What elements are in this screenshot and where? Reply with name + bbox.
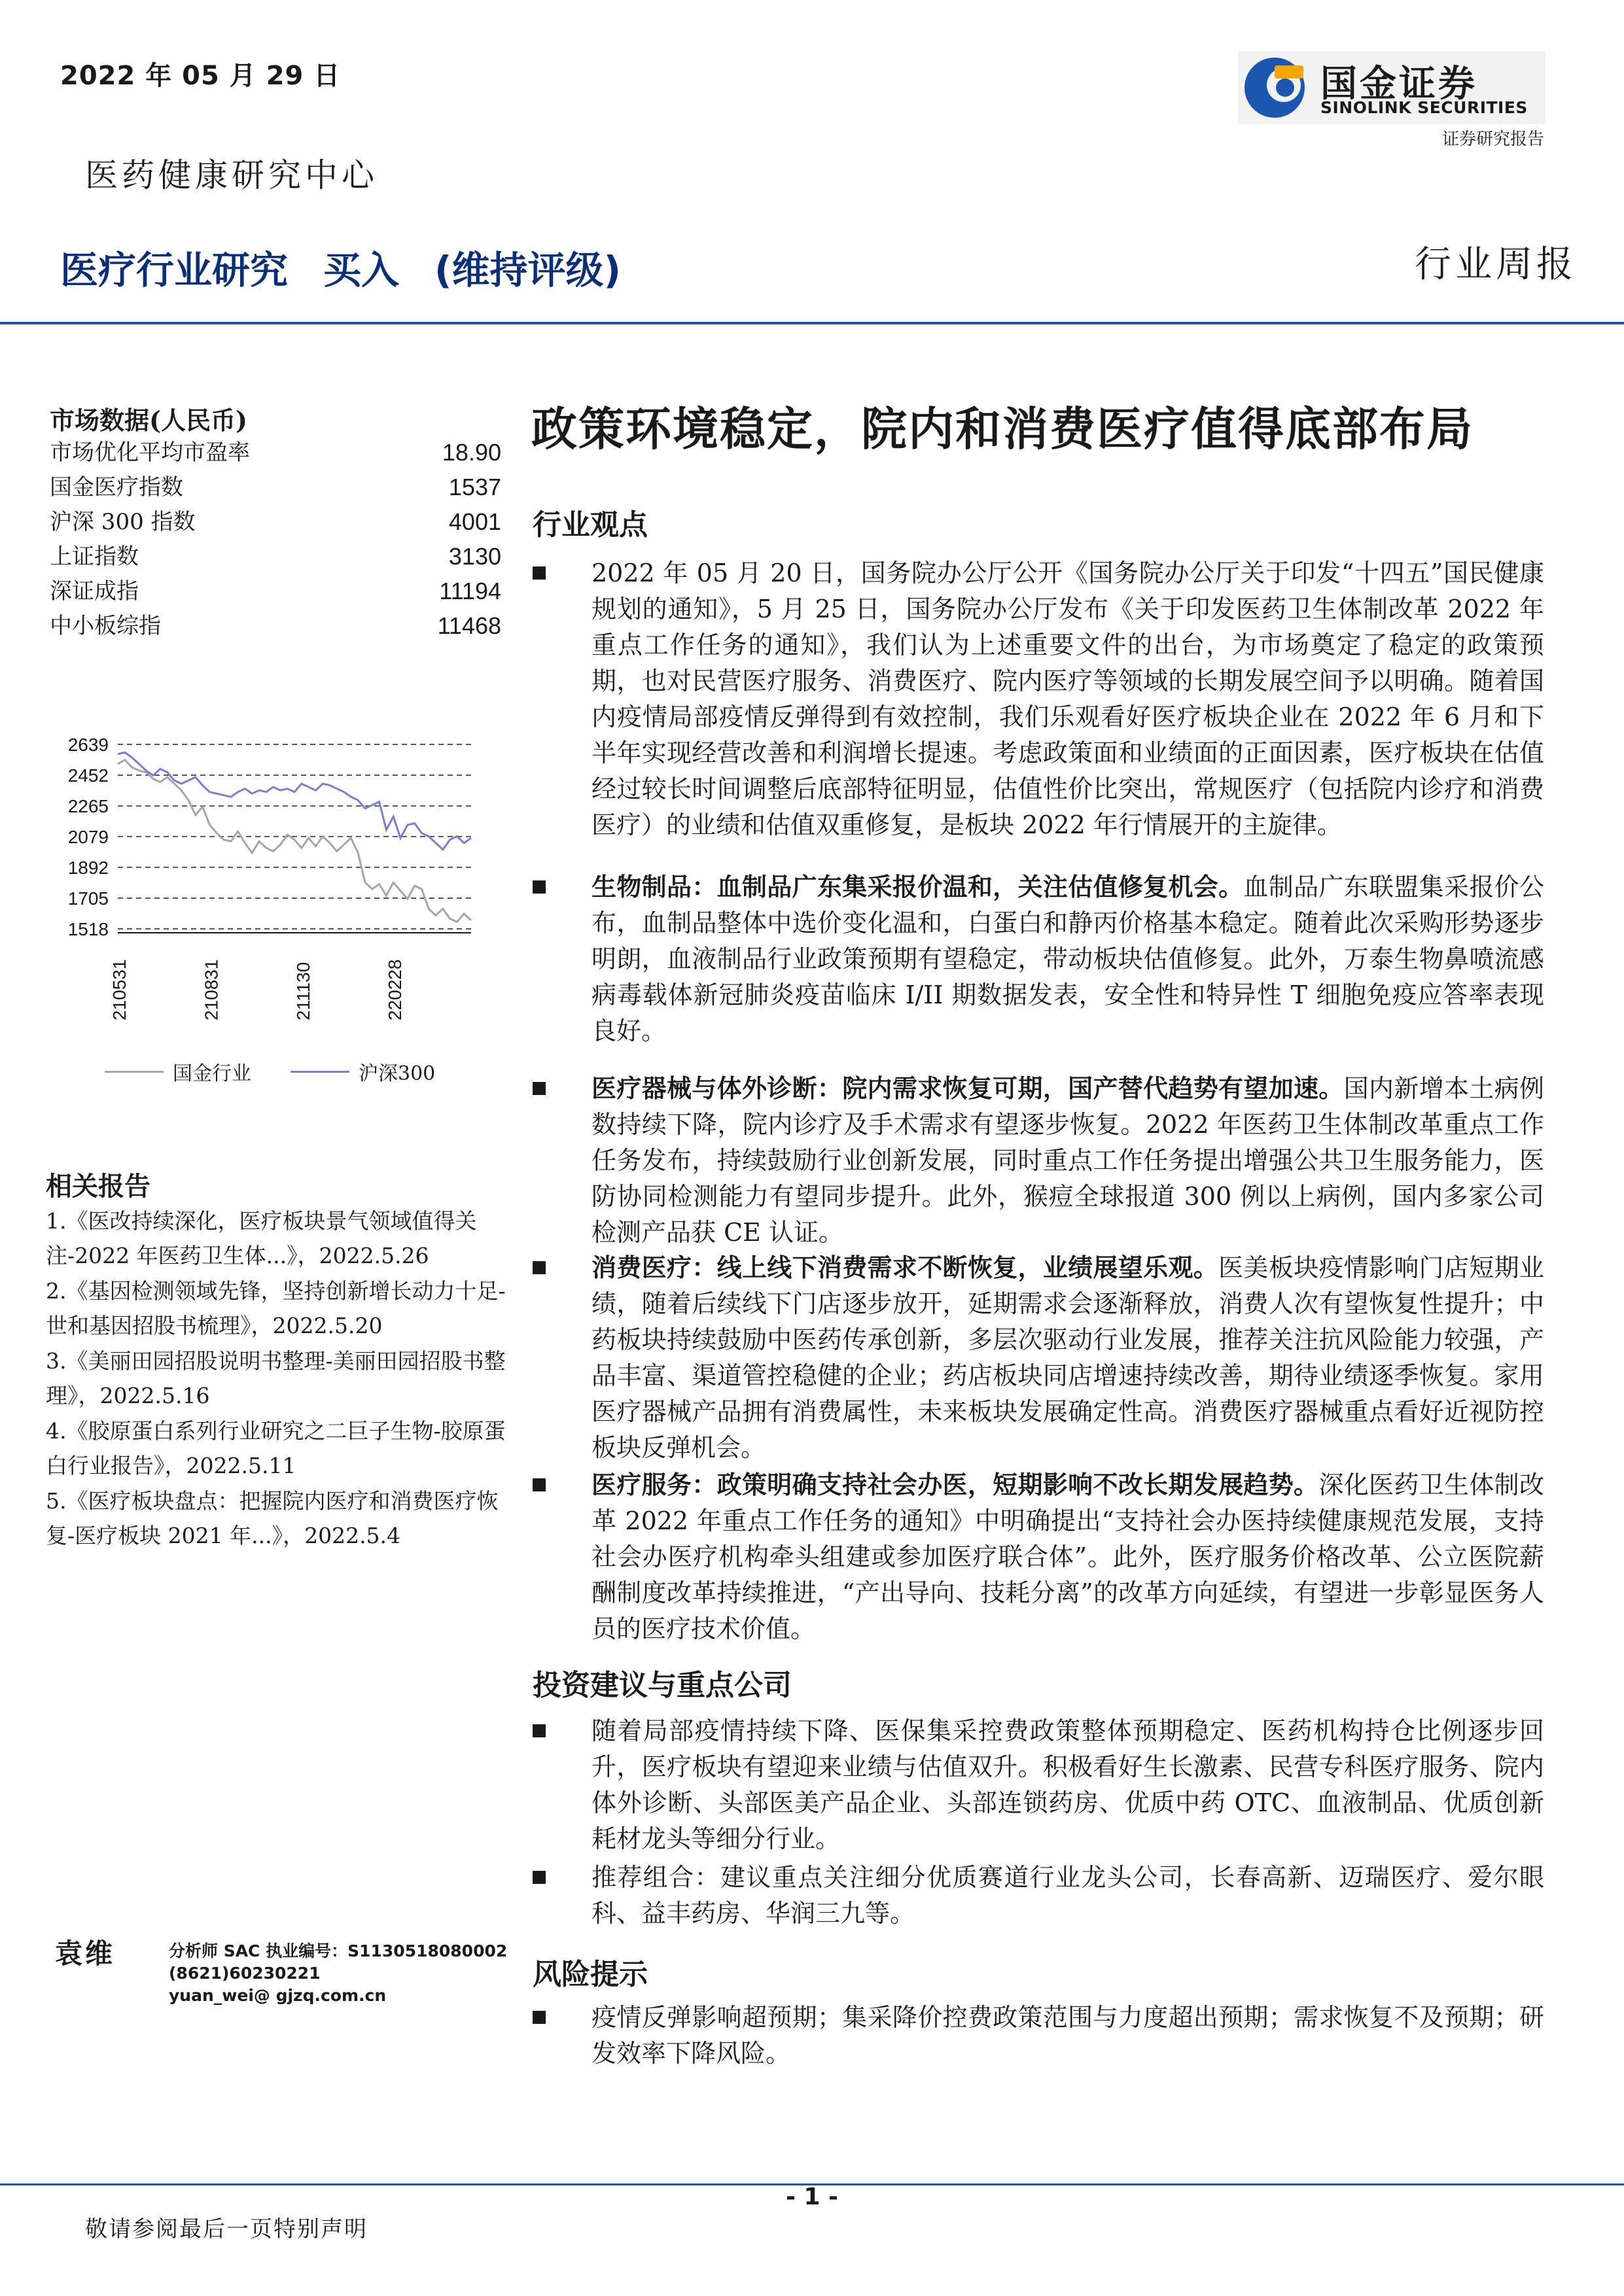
x-tick-label: 220228 [385, 959, 406, 1020]
bullet-heading: 消费医疗：线上线下消费需求不断恢复，业绩展望乐观。 [591, 1253, 1219, 1282]
market-data-table [50, 437, 501, 645]
analyst-info [169, 1940, 507, 2007]
market-row-label: 国金医疗指数 [50, 474, 183, 500]
bullet-square-icon [533, 1082, 546, 1095]
x-tick-label: 211130 [292, 962, 313, 1020]
market-row [50, 576, 501, 610]
bullet-square-icon [533, 566, 546, 580]
bullet-body: 2022 年 05 月 20 日，国务院办公厅公开《国务院办公厅关于印发“十四五”国民健康规划的通知》，5 月 25 日，国务院办公厅发布《关于印发医药卫生体制改革 2022 年重点工作任务的通知》，我们认为上述重要文件的出台，为市场奠定了稳定的政策预期，也对民营医疗服务、消费医疗、院内医疗等领域的长期发展空间予以明确。随着国内疫情局部疫情反弹得到有效控制，我们乐观看好医疗板块企业在 2022 年 6 月和下半年实现经营改善和利润增长提速。考虑政策面和业绩面的正面因素，医疗板块在估值经过较长时间调整后底部特征明显，估值性价比突出，常规医疗（包括院内诊疗和消费医疗）的业绩和估值双重修复，是板块 2022 年行情展开的主旋律。 [591, 559, 1544, 839]
market-row [50, 541, 501, 576]
market-row-label: 沪深 300 指数 [50, 509, 196, 535]
page-number: - 1 - [786, 2183, 838, 2210]
x-tick-label: 210831 [201, 959, 222, 1020]
bullet-item [533, 555, 1544, 843]
related-report-item[interactable]: 3.《美丽田园招股说明书整理-美丽田园招股书整理》，2022.5.16 [46, 1348, 506, 1408]
bullet-item [533, 1467, 1544, 1647]
related-reports-list [46, 1204, 517, 1554]
y-tick-label: 1518 [67, 919, 109, 939]
bullet-body: 血制品广东联盟集采报价公布，血制品整体中选价变化温和，白蛋白和静丙价格基本稳定。随着此次采购形势逐步明朗，血液制品行业政策预期有望稳定，带动板块估值修复。此外，万泰生物鼻喷流感病毒载体新冠肺炎疫苗临床 I/II 期数据发表，安全性和特异性 T 细胞免疫应答率表现良好。 [591, 873, 1544, 1045]
market-data-title: 市场数据(人民币) [50, 406, 247, 435]
index-comparison-chart [39, 720, 491, 1086]
market-row-value: 18.90 [442, 439, 501, 466]
bullet-body: 国内新增本土病例数持续下降，院内诊疗及手术需求有望逐步恢复。2022 年医药卫生体制改革重点工作任务发布，持续鼓励行业创新发展，同时重点工作任务提出增强公共卫生服务能力，医防协同检测能力有望同步提升。此外，猴痘全球报道 300 例以上病例，国内多家公司检测产品获 CE 认证。 [591, 1074, 1544, 1247]
report-type: 行业周报 [1415, 243, 1577, 286]
bullet-square-icon [533, 1478, 546, 1491]
market-row-value: 3130 [448, 543, 501, 570]
y-tick-label: 1705 [67, 888, 109, 909]
market-row-value: 1537 [448, 474, 501, 500]
legend-label-hs300: 沪深300 [359, 1062, 436, 1085]
analyst-email[interactable]: yuan_wei@ gjzq.com.cn [169, 1986, 387, 2005]
rating-line [60, 239, 656, 294]
logo-text-cn: 国金证券 [1320, 63, 1477, 105]
bullet-square-icon [533, 1871, 546, 1884]
y-tick-label: 2639 [67, 735, 109, 755]
market-row-value: 4001 [448, 508, 501, 535]
market-row-label: 中小板综指 [50, 613, 161, 639]
chart-legend [105, 1057, 435, 1086]
market-row-label: 深证成指 [50, 578, 139, 604]
bullet-body: 医美板块疫情影响门店短期业绩，随着后续线下门店逐步放开，延期需求会逐渐释放，消费人次有望恢复性提升；中药板块持续鼓励中医药传承创新，多层次驱动行业发展，推荐关注抗风险能力较强，产品丰富、渠道管控稳健的企业；药店板块同店增速持续改善，期待业绩逐季恢复。家用医疗器械产品拥有消费属性，未来板块发展确定性高。消费医疗器械重点看好近视防控板块反弹机会。 [591, 1253, 1544, 1462]
research-center: 医药健康研究中心 [85, 156, 378, 194]
series-line-hs300 [118, 752, 471, 849]
y-tick-label: 2452 [67, 765, 109, 786]
industry-label: 医疗行业研究 [60, 248, 289, 292]
related-report-item[interactable]: 5.《医疗板块盘点：把握院内医疗和消费医疗恢复-医疗板块 2021 年...》，2022.5.4 [46, 1488, 499, 1548]
market-row [50, 610, 501, 645]
y-tick-label: 2265 [67, 796, 109, 817]
bullet-item [533, 1713, 1544, 1857]
header-divider [0, 322, 1624, 324]
bullet-body: 随着局部疫情持续下降、医保集采控费政策整体预期稳定、医药机构持仓比例逐步回升，医疗板块有望迎来业绩与估值双升。积极看好生长激素、民营专科医疗服务、院内体外诊断、头部医美产品企业、头部连锁药房、优质中药 OTC、血液制品、优质创新耗材龙头等细分行业。 [591, 1716, 1544, 1853]
rating-label: 买入 [323, 248, 400, 292]
y-tick-label: 2079 [67, 826, 109, 847]
logo-text-en: SINOLINK SECURITIES [1320, 98, 1528, 117]
market-row-value: 11194 [439, 578, 501, 604]
market-row [50, 472, 501, 506]
disclaimer-note: 敬请参阅最后一页特别声明 [85, 2216, 368, 2242]
legend-label-industry: 国金行业 [173, 1062, 251, 1085]
bullet-heading: 生物制品：血制品广东集采报价温和，关注估值修复机会。 [591, 872, 1244, 901]
related-reports-title: 相关报告 [46, 1171, 150, 1202]
bullet-item [533, 1859, 1544, 1932]
related-report-item[interactable]: 1.《医改持续深化，医疗板块景气领域值得关注-2022 年医药卫生体...》，2022.5.26 [46, 1208, 477, 1268]
bullet-item [533, 1070, 1544, 1251]
bullet-square-icon [533, 1261, 546, 1274]
analyst-name: 袁维 [55, 1938, 116, 1970]
related-report-item[interactable]: 4.《胶原蛋白系列行业研究之二巨子生物-胶原蛋白行业报告》，2022.5.11 [46, 1418, 506, 1478]
market-row-label: 上证指数 [50, 544, 139, 570]
bullet-item [533, 869, 1544, 1049]
bullet-body: 深化医药卫生体制改革 2022 年重点工作任务的通知》中明确提出“支持社会办医持续健康规范发展，支持社会办医疗机构牵头组建或参加医疗联合体”。此外，医疗服务价格改革、公立医院薪酬制度改革持续推进，“产出导向、技耗分离”的改革方向延续，有望进一步彰显医务人员的医疗技术价值。 [591, 1470, 1544, 1643]
bullet-square-icon [533, 1724, 546, 1737]
y-tick-label: 1892 [67, 857, 109, 878]
market-row [50, 437, 501, 472]
logo-subtitle: 证券研究报告 [1441, 130, 1544, 149]
market-row [50, 506, 501, 541]
report-date: 2022 年 05 月 29 日 [60, 61, 341, 91]
bullet-body: 推荐组合：建议重点关注细分优质赛道行业龙头公司，长春高新、迈瑞医疗、爱尔眼科、益丰药房、华润三九等。 [591, 1863, 1544, 1928]
analyst-phone: (8621)60230221 [169, 1964, 321, 1983]
section-industry-view: 行业观点 [533, 508, 648, 542]
bullet-body: 疫情反弹影响超预期；集采降价控费政策范围与力度超出预期；需求恢复不及预期；研发效率下降风险。 [591, 2003, 1544, 2068]
x-tick-label: 210531 [109, 959, 130, 1020]
bullet-heading: 医疗器械与体外诊断：院内需求恢复可期，国产替代趋势有望加速。 [591, 1073, 1344, 1103]
legend-swatch-hs300 [291, 1071, 349, 1073]
section-investment: 投资建议与重点公司 [533, 1669, 792, 1702]
report-title: 政策环境稳定，院内和消费医疗值得底部布局 [531, 402, 1474, 456]
market-row-label: 市场优化平均市盈率 [50, 440, 250, 466]
bullet-item [533, 1999, 1544, 2072]
market-row-value: 11468 [437, 612, 501, 639]
bullet-square-icon [533, 2011, 546, 2024]
bullet-square-icon [533, 880, 546, 894]
related-report-item[interactable]: 2.《基因检测领域先锋，坚持创新增长动力十足-世和基因招股书梳理》，2022.5.20 [46, 1278, 506, 1338]
chart-x-ticks [109, 960, 405, 1020]
bullet-heading: 医疗服务：政策明确支持社会办医，短期影响不改长期发展趋势。 [591, 1470, 1319, 1499]
analyst-cert: 分析师 SAC 执业编号：S1130518080002 [169, 1941, 508, 1960]
section-risk: 风险提示 [533, 1958, 648, 1991]
rating-status: (维持评级) [434, 248, 622, 292]
chart-y-ticks [68, 735, 109, 939]
legend-swatch-industry [105, 1071, 164, 1073]
bullet-item [533, 1249, 1544, 1466]
